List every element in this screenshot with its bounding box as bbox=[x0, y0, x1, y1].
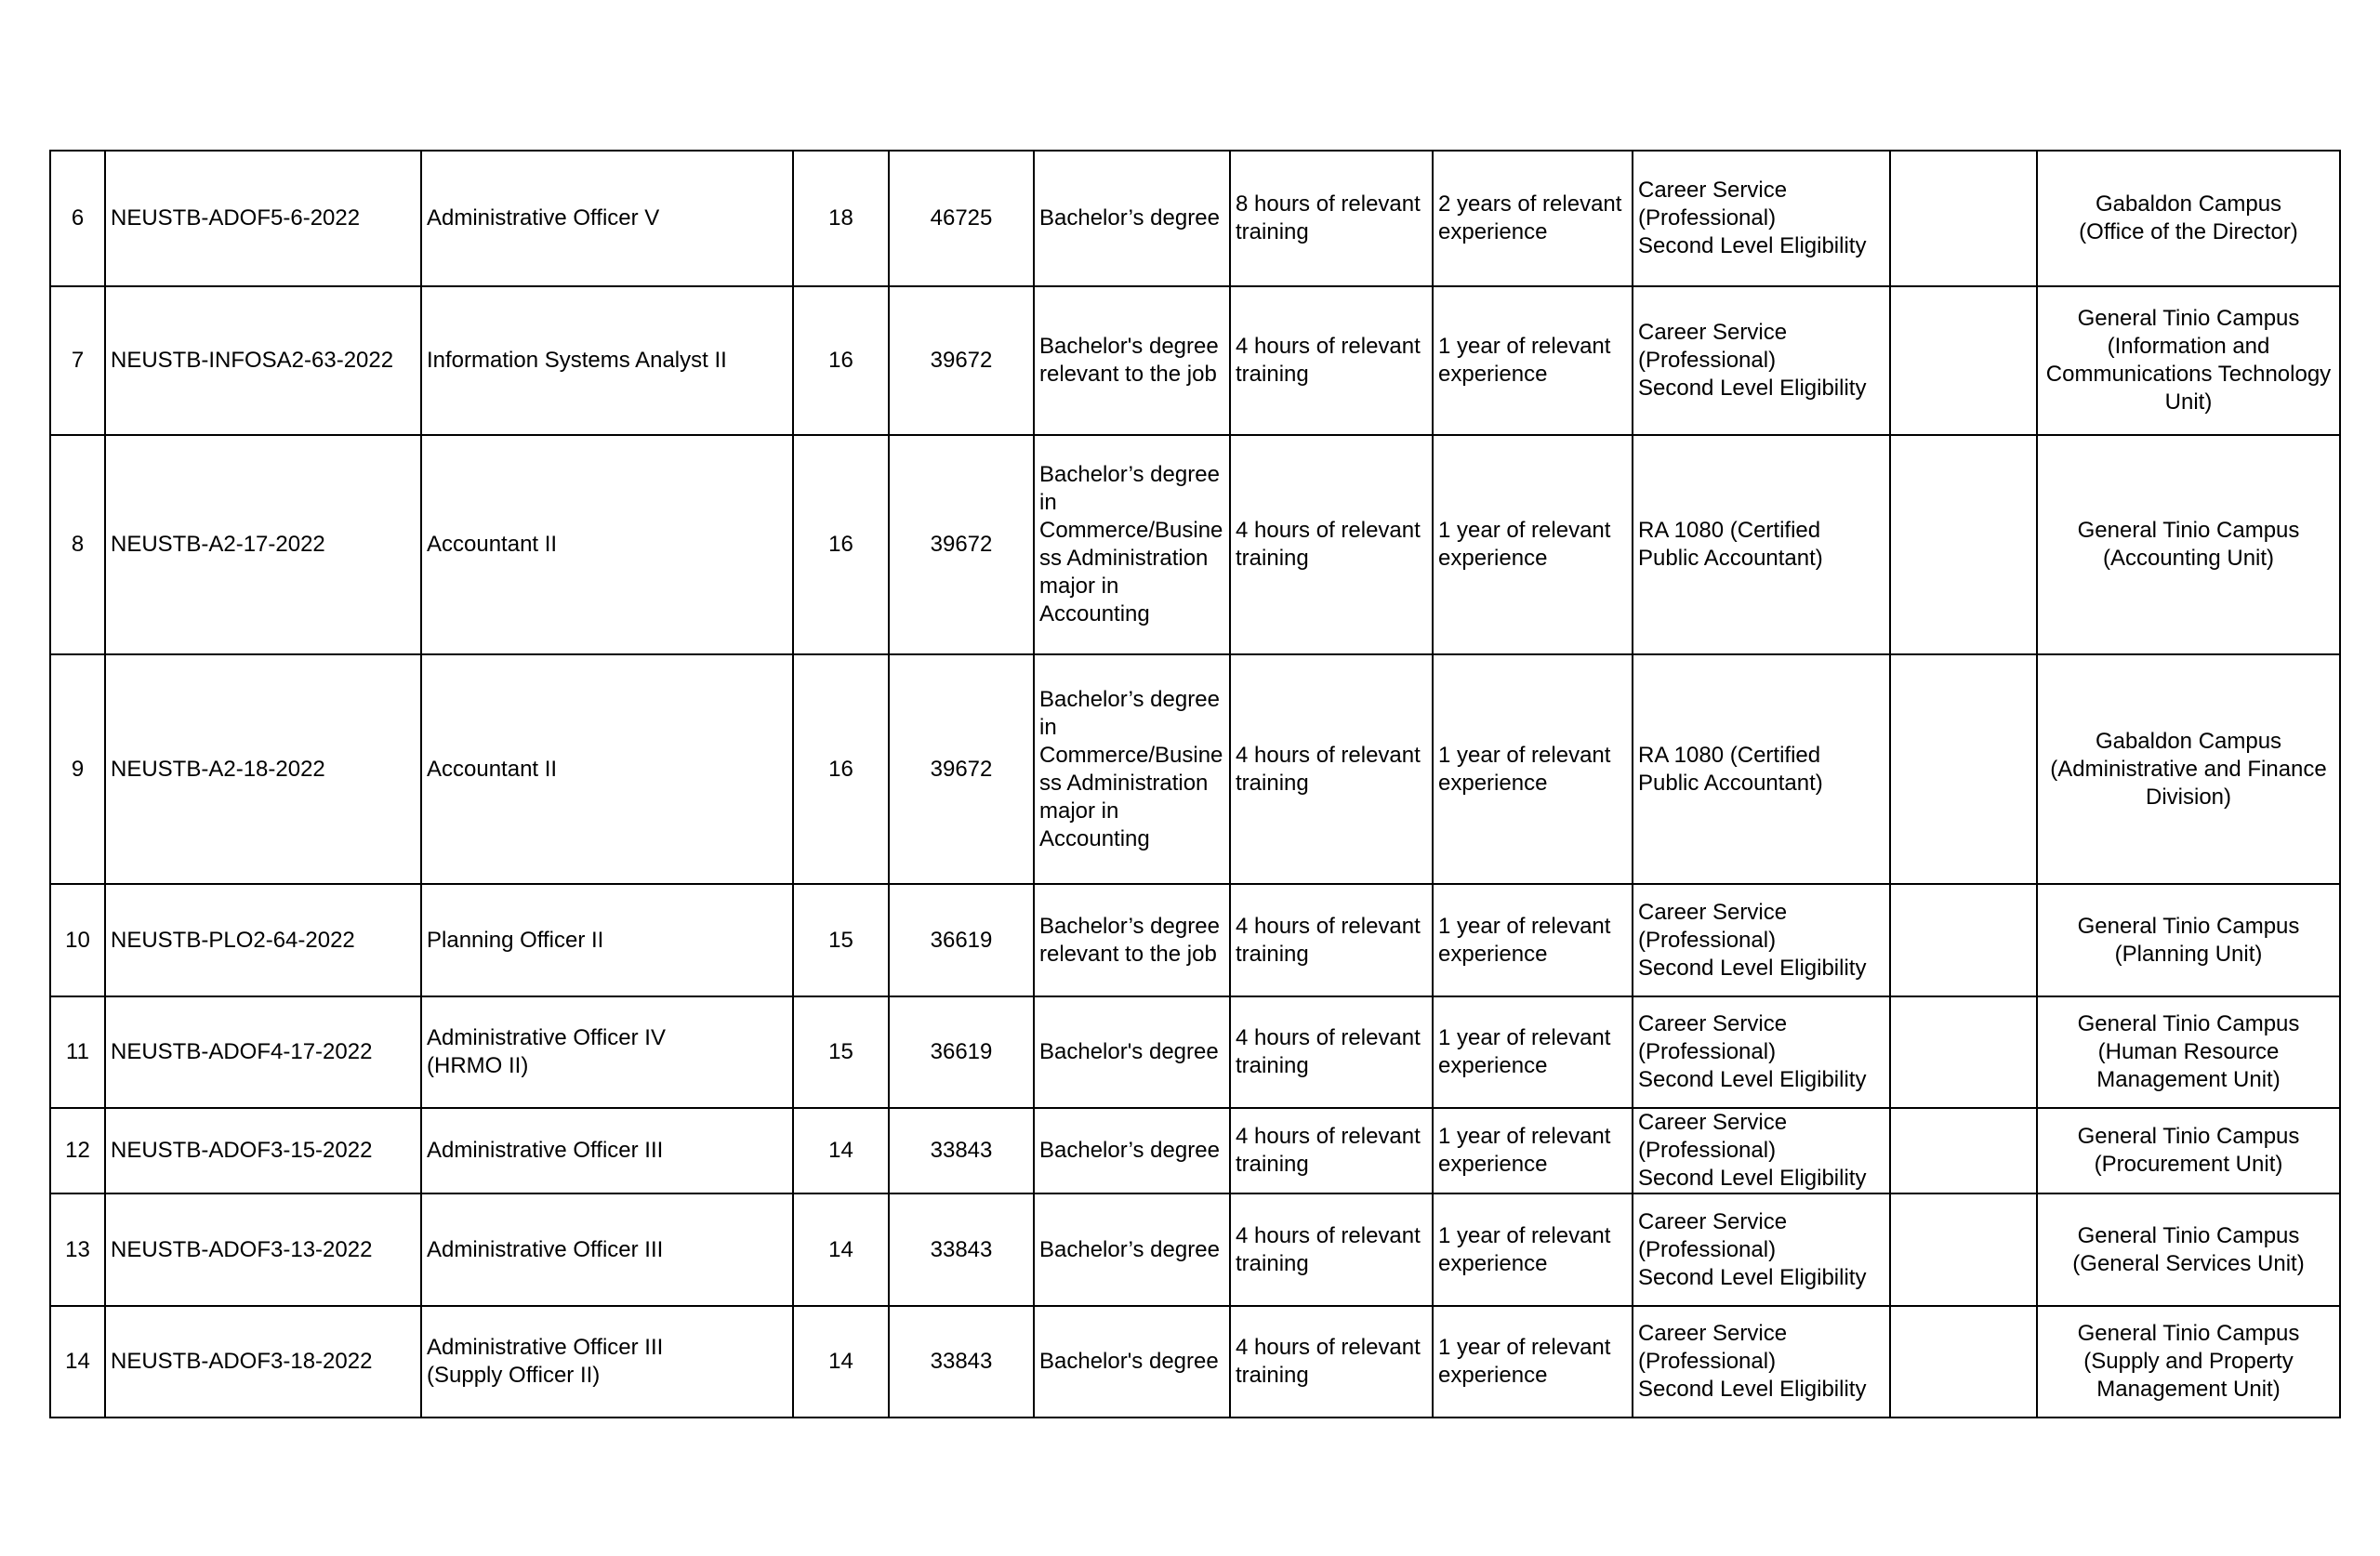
monthly-salary: 33843 bbox=[889, 1108, 1034, 1193]
salary-grade: 16 bbox=[793, 654, 889, 884]
eligibility-requirement: Career Service (Professional) Second Level Eligibility bbox=[1633, 1306, 1890, 1418]
experience-requirement: 1 year of relevant experience bbox=[1433, 654, 1633, 884]
place-of-assignment: Gabaldon Campus (Administrative and Finance Division) bbox=[2037, 654, 2340, 884]
table-row bbox=[50, 151, 2340, 286]
plantilla-item-number: NEUSTB-ADOF4-17-2022 bbox=[105, 996, 421, 1108]
competency-cell bbox=[1890, 1108, 2037, 1193]
place-of-assignment: General Tinio Campus (General Services Unit) bbox=[2037, 1193, 2340, 1306]
competency-cell bbox=[1890, 996, 2037, 1108]
training-requirement: 4 hours of relevant training bbox=[1230, 996, 1433, 1108]
experience-requirement: 1 year of relevant experience bbox=[1433, 435, 1633, 654]
education-requirement: Bachelor's degree bbox=[1034, 996, 1230, 1108]
row-number: 11 bbox=[50, 996, 105, 1108]
plantilla-item-number: NEUSTB-ADOF3-15-2022 bbox=[105, 1108, 421, 1193]
education-requirement: Bachelor’s degree bbox=[1034, 1108, 1230, 1193]
training-requirement: 4 hours of relevant training bbox=[1230, 435, 1433, 654]
experience-requirement: 1 year of relevant experience bbox=[1433, 1193, 1633, 1306]
row-number: 13 bbox=[50, 1193, 105, 1306]
position-title: Accountant II bbox=[421, 435, 793, 654]
eligibility-requirement: Career Service (Professional) Second Level Eligibility bbox=[1633, 151, 1890, 286]
position-title: Administrative Officer III (Supply Officer II) bbox=[421, 1306, 793, 1418]
position-title: Administrative Officer III bbox=[421, 1108, 793, 1193]
salary-grade: 14 bbox=[793, 1306, 889, 1418]
place-of-assignment: General Tinio Campus (Human Resource Management Unit) bbox=[2037, 996, 2340, 1108]
table-row bbox=[50, 1306, 2340, 1418]
position-title: Administrative Officer III bbox=[421, 1193, 793, 1306]
eligibility-requirement: RA 1080 (Certified Public Accountant) bbox=[1633, 435, 1890, 654]
plantilla-item-number: NEUSTB-INFOSA2-63-2022 bbox=[105, 286, 421, 435]
training-requirement: 4 hours of relevant training bbox=[1230, 1306, 1433, 1418]
plantilla-item-number: NEUSTB-A2-17-2022 bbox=[105, 435, 421, 654]
training-requirement: 4 hours of relevant training bbox=[1230, 1108, 1433, 1193]
education-requirement: Bachelor’s degree bbox=[1034, 1193, 1230, 1306]
row-number: 8 bbox=[50, 435, 105, 654]
row-number: 6 bbox=[50, 151, 105, 286]
experience-requirement: 1 year of relevant experience bbox=[1433, 1108, 1633, 1193]
row-number: 9 bbox=[50, 654, 105, 884]
plantilla-item-number: NEUSTB-ADOF5-6-2022 bbox=[105, 151, 421, 286]
place-of-assignment: General Tinio Campus (Accounting Unit) bbox=[2037, 435, 2340, 654]
salary-grade: 16 bbox=[793, 286, 889, 435]
experience-requirement: 1 year of relevant experience bbox=[1433, 286, 1633, 435]
place-of-assignment: Gabaldon Campus (Office of the Director) bbox=[2037, 151, 2340, 286]
eligibility-requirement: RA 1080 (Certified Public Accountant) bbox=[1633, 654, 1890, 884]
table-row bbox=[50, 884, 2340, 996]
monthly-salary: 33843 bbox=[889, 1193, 1034, 1306]
vacancy-table bbox=[49, 150, 2341, 1418]
competency-cell bbox=[1890, 286, 2037, 435]
training-requirement: 4 hours of relevant training bbox=[1230, 884, 1433, 996]
row-number: 7 bbox=[50, 286, 105, 435]
monthly-salary: 46725 bbox=[889, 151, 1034, 286]
place-of-assignment: General Tinio Campus (Planning Unit) bbox=[2037, 884, 2340, 996]
plantilla-item-number: NEUSTB-A2-18-2022 bbox=[105, 654, 421, 884]
salary-grade: 15 bbox=[793, 884, 889, 996]
table-row bbox=[50, 996, 2340, 1108]
experience-requirement: 1 year of relevant experience bbox=[1433, 884, 1633, 996]
education-requirement: Bachelor’s degree relevant to the job bbox=[1034, 884, 1230, 996]
monthly-salary: 36619 bbox=[889, 884, 1034, 996]
monthly-salary: 33843 bbox=[889, 1306, 1034, 1418]
position-title: Information Systems Analyst II bbox=[421, 286, 793, 435]
experience-requirement: 1 year of relevant experience bbox=[1433, 1306, 1633, 1418]
experience-requirement: 1 year of relevant experience bbox=[1433, 996, 1633, 1108]
competency-cell bbox=[1890, 654, 2037, 884]
salary-grade: 18 bbox=[793, 151, 889, 286]
eligibility-requirement: Career Service (Professional) Second Level Eligibility bbox=[1633, 1193, 1890, 1306]
competency-cell bbox=[1890, 884, 2037, 996]
plantilla-item-number: NEUSTB-PLO2-64-2022 bbox=[105, 884, 421, 996]
place-of-assignment: General Tinio Campus (Procurement Unit) bbox=[2037, 1108, 2340, 1193]
table-row bbox=[50, 1193, 2340, 1306]
training-requirement: 4 hours of relevant training bbox=[1230, 286, 1433, 435]
plantilla-item-number: NEUSTB-ADOF3-18-2022 bbox=[105, 1306, 421, 1418]
monthly-salary: 39672 bbox=[889, 286, 1034, 435]
eligibility-requirement: Career Service (Professional) Second Level Eligibility bbox=[1633, 286, 1890, 435]
training-requirement: 4 hours of relevant training bbox=[1230, 1193, 1433, 1306]
table-row bbox=[50, 654, 2340, 884]
education-requirement: Bachelor’s degree in Commerce/Business Administration major in Accounting bbox=[1034, 654, 1230, 884]
competency-cell bbox=[1890, 151, 2037, 286]
table-row bbox=[50, 1108, 2340, 1193]
place-of-assignment: General Tinio Campus (Supply and Property Management Unit) bbox=[2037, 1306, 2340, 1418]
place-of-assignment: General Tinio Campus (Information and Communications Technology Unit) bbox=[2037, 286, 2340, 435]
row-number: 10 bbox=[50, 884, 105, 996]
table-row bbox=[50, 435, 2340, 654]
monthly-salary: 36619 bbox=[889, 996, 1034, 1108]
competency-cell bbox=[1890, 1193, 2037, 1306]
plantilla-item-number: NEUSTB-ADOF3-13-2022 bbox=[105, 1193, 421, 1306]
row-number: 14 bbox=[50, 1306, 105, 1418]
training-requirement: 8 hours of relevant training bbox=[1230, 151, 1433, 286]
competency-cell bbox=[1890, 435, 2037, 654]
salary-grade: 14 bbox=[793, 1108, 889, 1193]
position-title: Administrative Officer IV (HRMO II) bbox=[421, 996, 793, 1108]
monthly-salary: 39672 bbox=[889, 654, 1034, 884]
table-row bbox=[50, 286, 2340, 435]
eligibility-requirement: Career Service (Professional) Second Level Eligibility bbox=[1633, 884, 1890, 996]
salary-grade: 14 bbox=[793, 1193, 889, 1306]
salary-grade: 16 bbox=[793, 435, 889, 654]
education-requirement: Bachelor's degree bbox=[1034, 1306, 1230, 1418]
monthly-salary: 39672 bbox=[889, 435, 1034, 654]
training-requirement: 4 hours of relevant training bbox=[1230, 654, 1433, 884]
experience-requirement: 2 years of relevant experience bbox=[1433, 151, 1633, 286]
competency-cell bbox=[1890, 1306, 2037, 1418]
education-requirement: Bachelor’s degree bbox=[1034, 151, 1230, 286]
row-number: 12 bbox=[50, 1108, 105, 1193]
salary-grade: 15 bbox=[793, 996, 889, 1108]
education-requirement: Bachelor’s degree in Commerce/Business Administration major in Accounting bbox=[1034, 435, 1230, 654]
position-title: Administrative Officer V bbox=[421, 151, 793, 286]
position-title: Accountant II bbox=[421, 654, 793, 884]
eligibility-requirement: Career Service (Professional) Second Level Eligibility bbox=[1633, 996, 1890, 1108]
eligibility-requirement: Career Service (Professional) Second Level Eligibility bbox=[1633, 1108, 1890, 1193]
position-title: Planning Officer II bbox=[421, 884, 793, 996]
education-requirement: Bachelor's degree relevant to the job bbox=[1034, 286, 1230, 435]
